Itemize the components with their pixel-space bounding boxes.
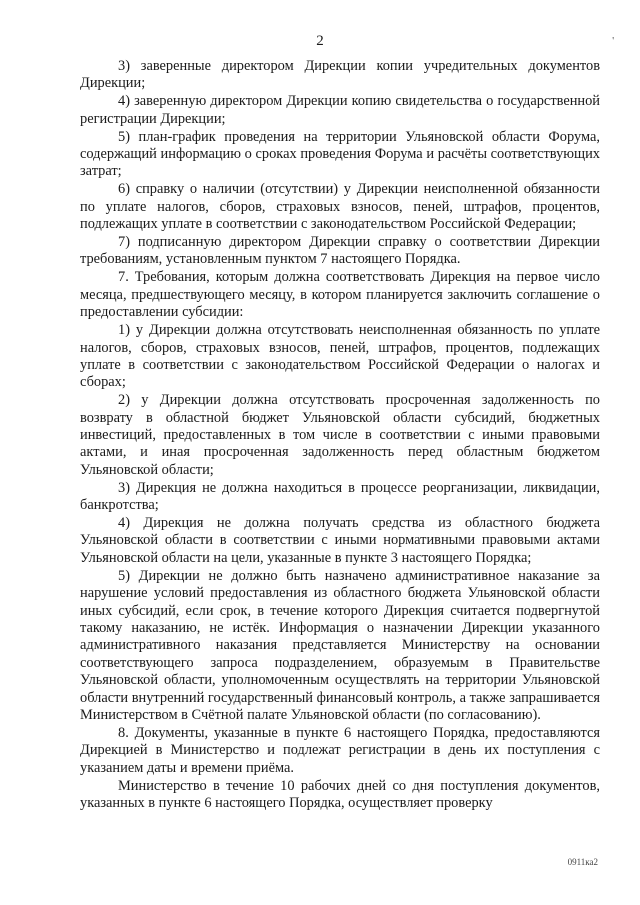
paragraph: 4) заверенную директором Дирекции копию свидетельства о государственной регистрации Дирекции;	[80, 93, 600, 127]
paragraph: 3) заверенные директором Дирекции копии учредительных документов Дирекции;	[80, 58, 600, 92]
paragraph: 6) справку о наличии (отсутствии) у Дирекции неисполненной обязанности по уплате налогов, сборов, страховых взносов, пеней, штрафов, процентов, подлежащих уплате в соответствии с законодательством Российской Федерации;	[80, 181, 600, 233]
paragraph: 5) Дирекции не должно быть назначено административное наказание за нарушение условий предоставления из областного бюджета Ульяновской области иных субсидий, если срок, в течение которого Дирекция считается подвергнутой такому наказанию, не истёк. Информация о назначении Дирекции указанного административного наказания представляется Министерству на основании соответствующего запроса подразделением, образуемым в Правительстве Ульяновской области, уполномоченным осуществлять на территории Ульяновской области внутренний государственный финансовый контроль, а также запрашивается Министерством в Счётной палате Ульяновской области (по согласованию).	[80, 567, 600, 724]
paragraph: 1) у Дирекции должна отсутствовать неисполненная обязанность по уплате налогов, сборов, страховых взносов, пеней, штрафов, процентов, подлежащих уплате в соответствии с законодательством Российской Федерации о налогах и сборах;	[80, 322, 600, 391]
paragraph: 3) Дирекция не должна находиться в процессе реорганизации, ликвидации, банкротства;	[80, 479, 600, 514]
paragraph: Министерство в течение 10 рабочих дней со дня поступления документов, указанных в пункте 6 настоящего Порядка, осуществляет проверку	[80, 777, 600, 812]
paragraph: 7) подписанную директором Дирекции справку о соответствии Дирекции требованиям, установленным пунктом 7 настоящего Порядка.	[80, 234, 600, 268]
paragraph: 8. Документы, указанные в пункте 6 настоящего Порядка, предоставляются Дирекцией в Министерство и подлежат регистрации в день их поступления с указанием даты и времени приёма.	[80, 724, 600, 776]
page-number: 2	[316, 33, 324, 49]
footer-code: 0911ка2	[567, 857, 598, 867]
paragraph: 4) Дирекция не должна получать средства из областного бюджета Ульяновской области в соответствии с иными нормативными правовыми актами Ульяновской области на цели, указанные в пункте 3 настоящего Порядка;	[80, 515, 600, 566]
paragraph: 7. Требования, которым должна соответствовать Дирекция на первое число месяца, предшествующего месяцу, в котором планируется заключить соглашение о предоставлении субсидии:	[80, 269, 600, 321]
paragraph: 5) план-график проведения на территории Ульяновской области Форума, содержащий информацию о сроках проведения Форума и расчёты соответствующих затрат;	[80, 128, 600, 180]
document-body	[80, 58, 600, 812]
paragraph: 2) у Дирекции должна отсутствовать просроченная задолженность по возврату в областной бюджет Ульяновской области субсидий, бюджетных инвестиций, предоставленных в том числе в соответствии с иными правовыми актами, и иная просроченная задолженность перед областным бюджетом Ульяновской области;	[80, 392, 600, 478]
corner-mark: '	[612, 36, 614, 47]
